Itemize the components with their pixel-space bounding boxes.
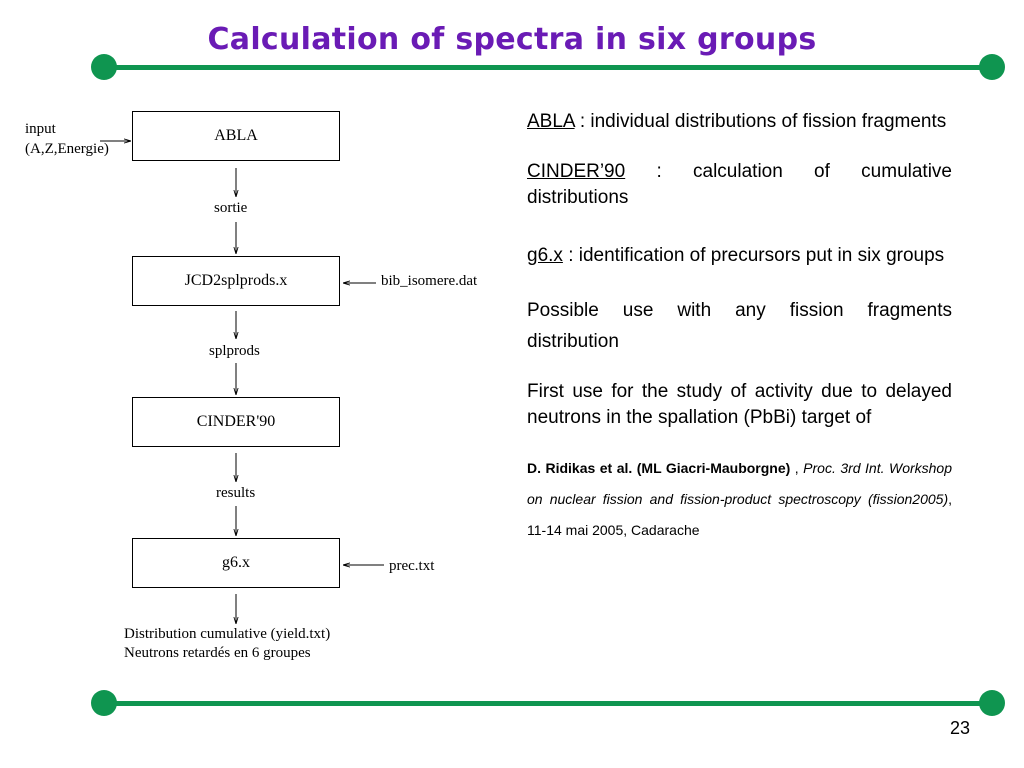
input-label: input (25, 121, 56, 137)
description-text (527, 106, 952, 568)
page-number: 23 (949, 718, 970, 738)
g6-term: g6.x (527, 245, 563, 266)
g6-box-label: g6.x (222, 554, 250, 571)
first-use-paragraph: First use for the study of activity due to delayed neutrons in the spallation (PbBi) target of (527, 381, 952, 428)
abla-box-label: ABLA (214, 127, 258, 144)
possible-use-paragraph: Possible use with any fission fragments distribution (527, 300, 952, 352)
cinder-box (132, 397, 340, 447)
abla-box (132, 111, 340, 161)
bottom-rule (104, 701, 992, 706)
cinder-term: CINDER’90 (527, 161, 626, 182)
g6-desc: : identification of precursors put in six groups (562, 245, 945, 266)
g6-box (132, 538, 340, 588)
abla-paragraph (527, 106, 952, 137)
bottom-right-dot (979, 690, 1005, 716)
output-line-1: Distribution cumulative (yield.txt) (124, 626, 331, 642)
cinder-desc: : calculation of cumulative distributions (527, 161, 952, 208)
cinder-box-label: CINDER'90 (196, 413, 276, 430)
abla-desc: : individual distributions of fission fragments (574, 111, 947, 132)
reference-title: Proc. 3rd Int. Workshop on nuclear fission and fission-product spectroscopy (fission2005) (527, 460, 953, 507)
jcd-box (132, 256, 340, 306)
results-label: results (216, 485, 256, 501)
cinder-paragraph (527, 159, 952, 211)
reference-authors: D. Ridikas et al. (ML Giacri-Mauborgne) (527, 460, 791, 476)
abla-term: ABLA (527, 111, 575, 132)
bib-isomere-label: bib_isomere.dat (381, 273, 478, 289)
output-line-2: Neutrons retardés en 6 groupes (124, 645, 311, 661)
sortie-label: sortie (214, 200, 248, 216)
reference-separator: , (790, 460, 804, 476)
g6-paragraph (527, 243, 952, 269)
reference (527, 453, 952, 546)
top-right-dot (979, 54, 1005, 80)
input-params-label: (A,Z,Energie) (25, 141, 109, 157)
reference-details: , 11-14 mai 2005, Cadarache (527, 491, 952, 538)
slide-title: Calculation of spectra in six groups (207, 22, 817, 57)
jcd-box-label: JCD2splprods.x (184, 272, 288, 289)
prec-label: prec.txt (389, 558, 435, 574)
splprods-label: splprods (209, 343, 260, 359)
